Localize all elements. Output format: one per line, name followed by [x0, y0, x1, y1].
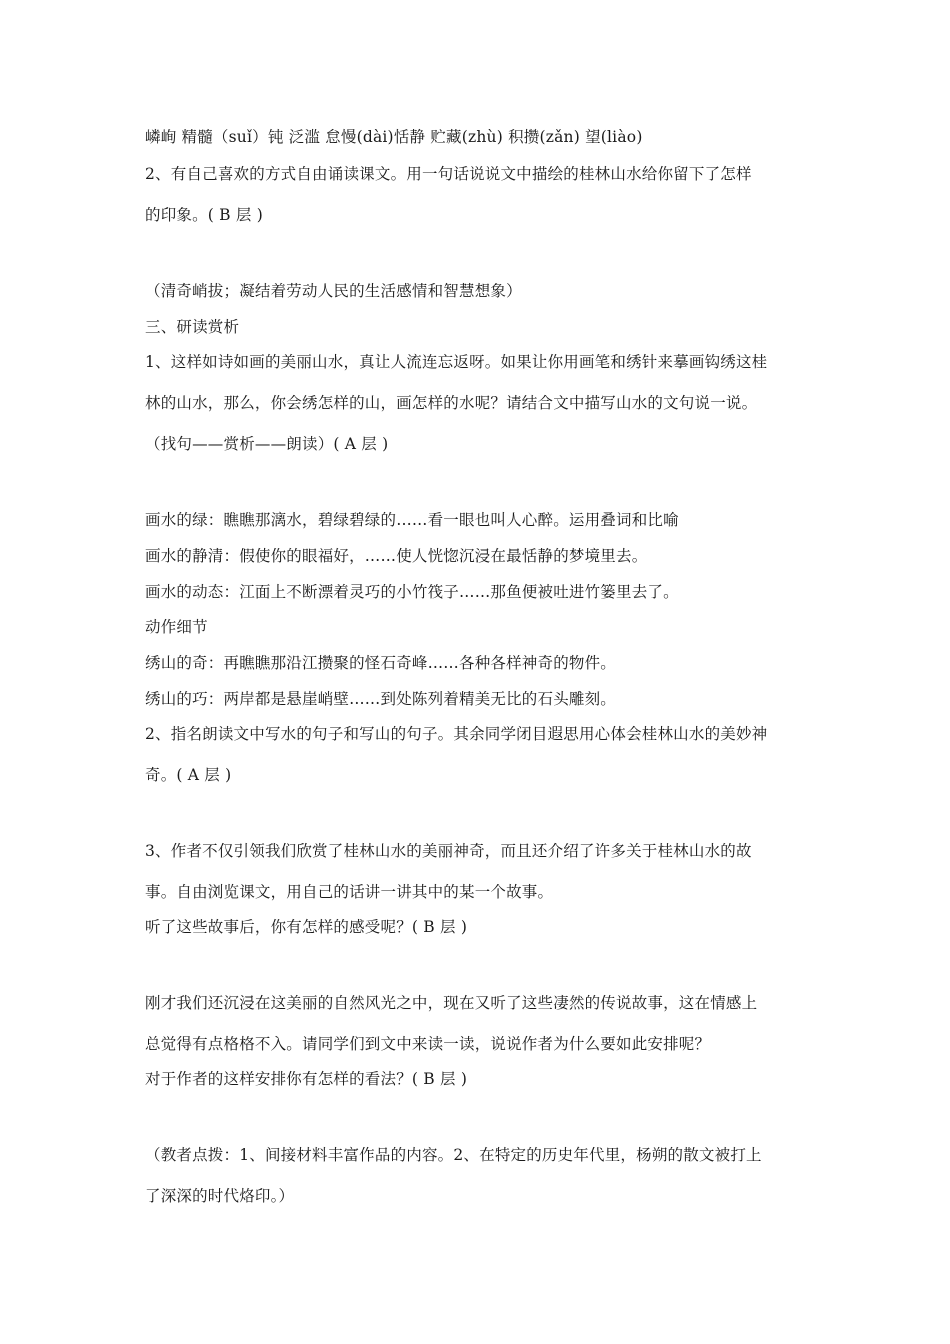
analysis-line: 动作细节 — [145, 618, 208, 636]
analysis-line: 绣山的奇：再瞧瞧那沿江攒聚的怪石奇峰……各种各样神奇的物件。 — [145, 654, 617, 672]
question-3-text-cont: 事。自由浏览课文，用自己的话讲一讲其中的某一个故事。 — [145, 883, 554, 901]
teacher-note-cont: 了深深的时代烙印。） — [145, 1187, 295, 1205]
teacher-note: （教者点拨：1、间接材料丰富作品的内容。2、在特定的历史年代里，杨朔的散文被打上 — [145, 1146, 762, 1164]
analysis-line: 画水的绿：瞧瞧那漓水，碧绿碧绿的……看一眼也叫人心醉。运用叠词和比喻 — [145, 511, 679, 529]
question-2b-text: 2、指名朗读文中写水的句子和写山的句子。其余同学闭目遐思用心体会桂林山水的美妙神 — [145, 725, 768, 743]
question-2b-text-cont: 奇。( A 层 ) — [145, 766, 232, 784]
section-heading: 三、研读赏析 — [145, 318, 240, 336]
question-2-text-cont: 的印象。( B 层 ) — [145, 206, 263, 224]
discussion-text-cont: 总觉得有点格格不入。请同学们到文中来读一读，说说作者为什么要如此安排呢？ — [145, 1035, 711, 1053]
question-3-followup: 听了这些故事后，你有怎样的感受呢？( B 层 ) — [145, 918, 468, 936]
analysis-line: 画水的静清：假使你的眼福好，……使人恍惚沉浸在最恬静的梦境里去。 — [145, 547, 648, 565]
question-1-text: 1、这样如诗如画的美丽山水，真让人流连忘返呀。如果让你用画笔和绣针来摹画钩绣这桂 — [145, 353, 768, 371]
analysis-line: 绣山的巧：两岸都是悬崖峭壁……到处陈列着精美无比的石头雕刻。 — [145, 690, 617, 708]
discussion-text: 刚才我们还沉浸在这美丽的自然风光之中，现在又听了这些凄然的传说故事，这在情感上 — [145, 994, 758, 1012]
discussion-question: 对于作者的这样安排你有怎样的看法？( B 层 ) — [145, 1070, 468, 1088]
answer-note: （清奇峭拔；凝结着劳动人民的生活感情和智慧想象） — [145, 282, 522, 300]
question-2-text: 2、有自己喜欢的方式自由诵读课文。用一句话说说文中描绘的桂林山水给你留下了怎样 — [145, 165, 752, 183]
question-1-text-cont: 林的山水，那么，你会绣怎样的山，画怎样的水呢？请结合文中描写山水的文句说一说。 — [145, 394, 758, 412]
vocab-line: 嶙峋 精髓（suǐ）钝 泛滥 怠慢(dài)恬静 贮藏(zhù) 积攒(zǎn) 望(liào) — [145, 128, 643, 146]
analysis-line: 画水的动态：江面上不断漂着灵巧的小竹筏子……那鱼便被吐进竹篓里去了。 — [145, 583, 679, 601]
question-3-text: 3、作者不仅引领我们欣赏了桂林山水的美丽神奇，而且还介绍了许多关于桂林山水的故 — [145, 842, 752, 860]
question-1-method: （找句——赏析——朗读）( A 层 ) — [145, 435, 389, 453]
